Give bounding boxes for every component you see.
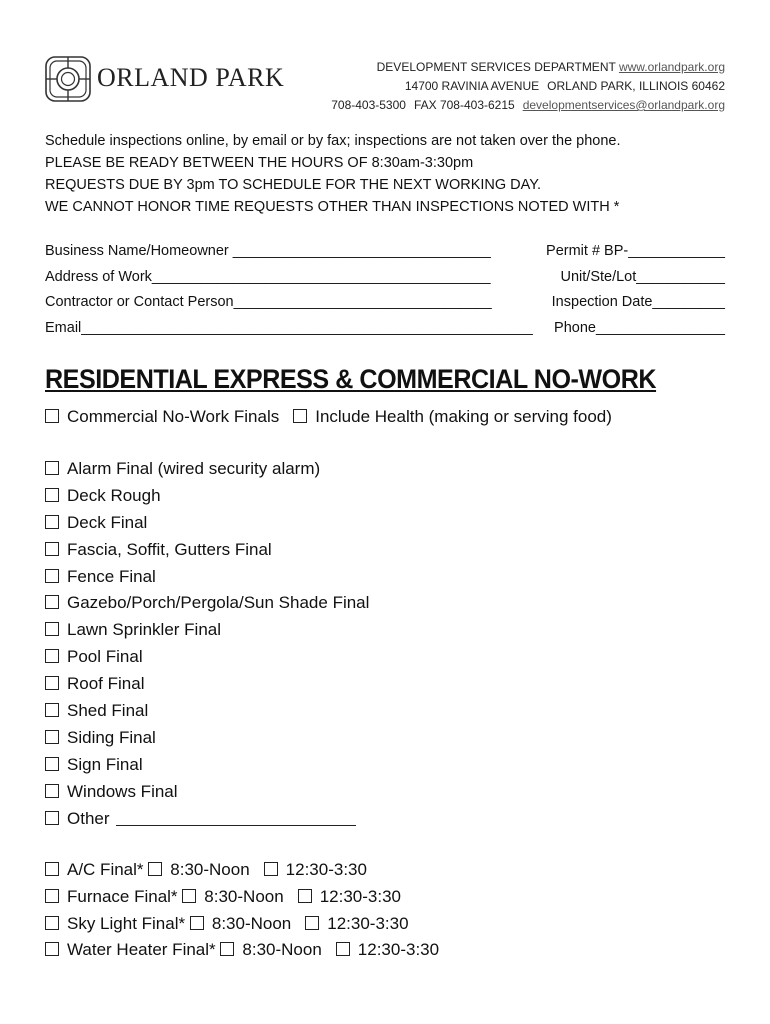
windows-final-checkbox[interactable] <box>45 784 59 798</box>
sign-final-checkbox[interactable] <box>45 757 59 771</box>
pm-slot-checkbox[interactable] <box>336 942 350 956</box>
checkbox-label: Shed Final <box>67 701 149 721</box>
am-slot-label: 8:30-Noon <box>204 886 284 906</box>
checkbox-label: Pool Final <box>67 647 143 667</box>
orland-park-emblem-icon <box>44 55 92 103</box>
list-item <box>45 913 439 940</box>
list-item <box>45 700 369 727</box>
gazebo-porch-checkbox[interactable] <box>45 595 59 609</box>
inspection-date-field[interactable]: Inspection Date_________ <box>551 294 725 310</box>
list-item <box>45 566 369 593</box>
list-item <box>45 939 439 966</box>
other-checkbox[interactable] <box>45 811 59 825</box>
list-item <box>45 619 369 646</box>
checkbox-label: Sign Final <box>67 754 143 774</box>
pm-slot-label: 12:30-3:30 <box>319 886 401 906</box>
siding-final-checkbox[interactable] <box>45 730 59 744</box>
pm-slot-checkbox[interactable] <box>298 889 312 903</box>
checkbox-label: Furnace Final* <box>67 886 178 906</box>
deck-final-checkbox[interactable] <box>45 515 59 529</box>
water-heater-final-checkbox[interactable] <box>45 942 59 956</box>
website-link[interactable]: www.orlandpark.org <box>618 60 725 74</box>
checkbox-label: Fence Final <box>67 566 156 586</box>
checkbox-label: Deck Final <box>67 512 148 532</box>
shed-final-checkbox[interactable] <box>45 703 59 717</box>
list-item <box>45 754 369 781</box>
sky-light-final-checkbox[interactable] <box>45 916 59 930</box>
list-item <box>45 539 369 566</box>
form-title: RESIDENTIAL EXPRESS & COMMERCIAL NO-WORK <box>45 364 657 394</box>
field-row <box>45 239 725 265</box>
list-item <box>45 512 369 539</box>
fascia-soffit-gutters-checkbox[interactable] <box>45 542 59 556</box>
pm-slot-label: 12:30-3:30 <box>285 860 367 879</box>
checkbox-label: Windows Final <box>67 781 178 801</box>
am-slot-checkbox[interactable] <box>148 862 162 876</box>
am-slot-label: 8:30-Noon <box>211 913 292 933</box>
other-blank-line[interactable] <box>116 811 356 826</box>
email-link[interactable]: developmentservices@orlandpark.org <box>522 98 725 112</box>
checkbox-label: Other <box>67 808 110 828</box>
business-name-field[interactable]: Business Name/Homeowner ________________________________ <box>45 243 491 259</box>
checkbox-label: Fascia, Soffit, Gutters Final <box>67 539 272 559</box>
email-field[interactable]: Email________________________________________________________ <box>45 319 533 336</box>
instruction-line: REQUESTS DUE BY 3pm TO SCHEDULE FOR THE NEXT WORKING DAY. <box>45 177 542 193</box>
fence-final-checkbox[interactable] <box>45 569 59 583</box>
phone-field[interactable]: Phone________________ <box>554 319 725 336</box>
checkbox-label: Gazebo/Porch/Pergola/Sun Shade Final <box>67 593 370 613</box>
pm-slot-checkbox[interactable] <box>264 862 278 876</box>
checkbox-label: A/C Final* <box>67 860 144 879</box>
list-item <box>45 781 369 808</box>
instructions <box>45 130 621 218</box>
checkbox-label: Sky Light Final* <box>67 913 186 933</box>
list-item <box>45 485 369 512</box>
ac-final-checkbox[interactable] <box>45 862 59 876</box>
checkbox-label: Lawn Sprinkler Final <box>67 620 222 640</box>
field-row <box>45 290 725 316</box>
logo-wordmark: ORLAND PARK <box>97 63 285 92</box>
unit-ste-lot-field[interactable]: Unit/Ste/Lot___________ <box>560 268 725 285</box>
am-slot-label: 8:30-Noon <box>242 940 322 960</box>
furnace-final-checkbox[interactable] <box>45 889 59 903</box>
checkbox-label: Siding Final <box>67 727 156 747</box>
pm-slot-label: 12:30-3:30 <box>357 940 440 960</box>
department-header <box>331 58 725 115</box>
am-slot-checkbox[interactable] <box>220 942 234 956</box>
commercial-no-work-checkbox[interactable] <box>45 409 59 423</box>
list-item <box>45 646 369 673</box>
alarm-final-checkbox[interactable] <box>45 461 59 475</box>
top-options <box>45 406 612 428</box>
street-address: 14700 RAVINIA AVENUE <box>404 79 540 93</box>
checkbox-label: Commercial No-Work Finals <box>67 407 280 426</box>
pool-final-checkbox[interactable] <box>45 649 59 663</box>
checkbox-label: Alarm Final (wired security alarm) <box>67 459 321 478</box>
phone-number: 708-403-5300 <box>331 98 406 112</box>
list-item <box>45 727 369 754</box>
am-slot-label: 8:30-Noon <box>170 860 250 879</box>
include-health-checkbox[interactable] <box>293 409 307 423</box>
instruction-line: PLEASE BE READY BETWEEN THE HOURS OF 8:30am-3:30pm <box>45 155 474 171</box>
applicant-fields <box>45 239 725 341</box>
am-slot-checkbox[interactable] <box>182 889 196 903</box>
checkbox-label: Deck Rough <box>67 485 161 505</box>
address-of-work-field[interactable]: Address of Work__________________________________________ <box>45 268 491 285</box>
list-item <box>45 458 369 485</box>
field-row <box>45 265 725 291</box>
roof-final-checkbox[interactable] <box>45 676 59 690</box>
pm-slot-label: 12:30-3:30 <box>327 913 409 933</box>
instruction-line: Schedule inspections online, by email or by fax; inspections are not taken over the phone. <box>45 133 621 149</box>
instruction-line: WE CANNOT HONOR TIME REQUESTS OTHER THAN INSPECTIONS NOTED WITH * <box>45 199 620 215</box>
deck-rough-checkbox[interactable] <box>45 488 59 502</box>
am-slot-checkbox[interactable] <box>190 916 204 930</box>
pm-slot-checkbox[interactable] <box>305 916 319 930</box>
permit-number-field[interactable]: Permit # BP-____________ <box>546 243 725 259</box>
list-item <box>45 673 369 700</box>
fax-number: FAX 708-403-6215 <box>413 98 515 112</box>
timed-inspection-list <box>45 859 439 966</box>
checkbox-label: Water Heater Final* <box>67 940 216 960</box>
department-name: DEVELOPMENT SERVICES DEPARTMENT <box>376 60 616 74</box>
checkbox-label: Roof Final <box>67 674 145 694</box>
list-item <box>45 592 369 619</box>
lawn-sprinkler-checkbox[interactable] <box>45 622 59 636</box>
field-row <box>45 316 725 342</box>
list-item <box>45 859 439 886</box>
orland-park-logo <box>44 55 284 105</box>
list-item <box>45 886 439 913</box>
contractor-contact-field[interactable]: Contractor or Contact Person________________________________ <box>45 294 492 310</box>
checkbox-label: Include Health (making or serving food) <box>315 407 612 426</box>
list-item <box>45 808 369 835</box>
city-state-zip: ORLAND PARK, ILLINOIS 60462 <box>547 79 725 93</box>
inspection-list <box>45 458 369 834</box>
